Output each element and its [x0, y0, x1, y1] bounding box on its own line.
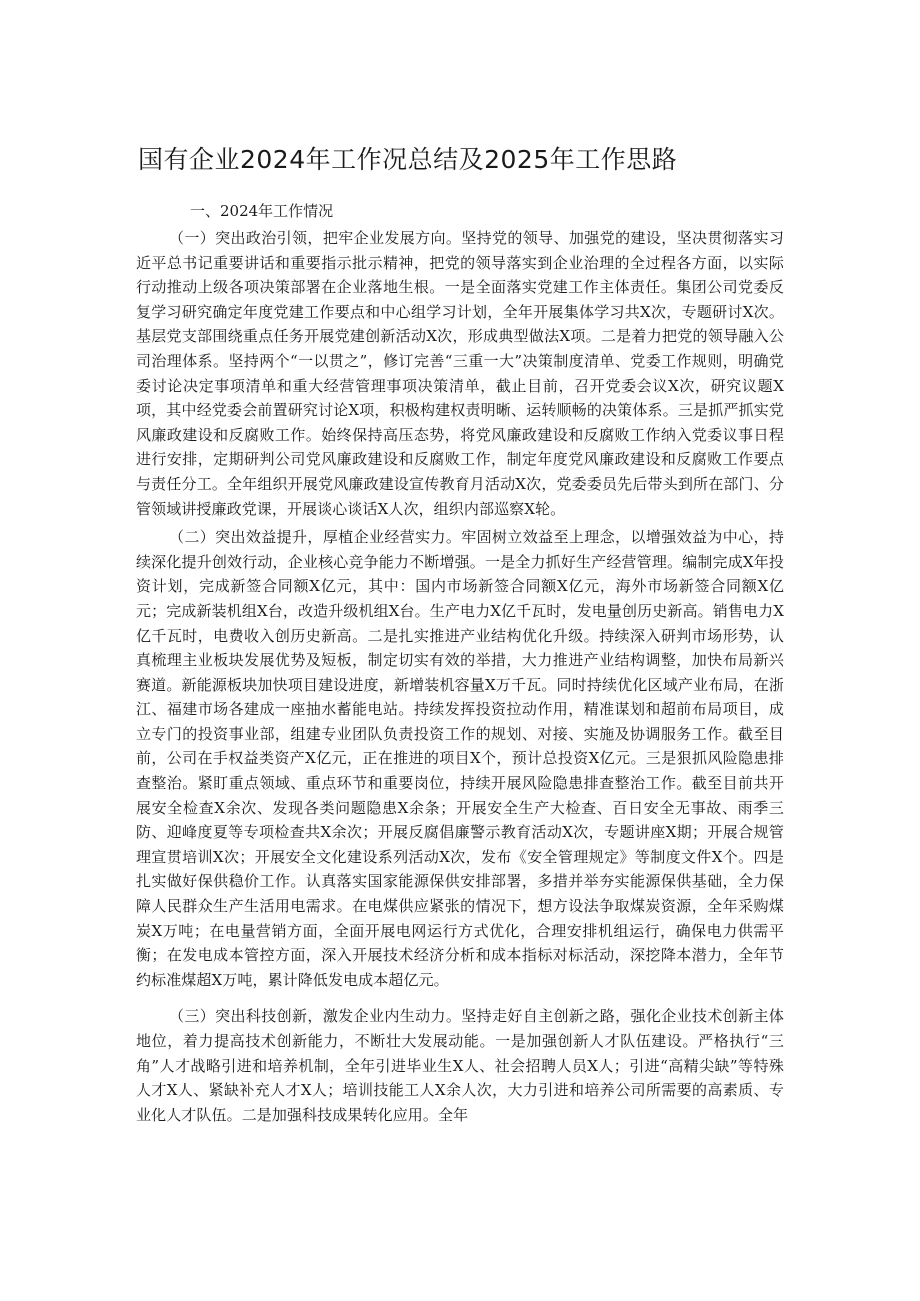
paragraph-innovation: （三）突出科技创新，激发企业内生动力。坚持走好自主创新之路，强化企业技术创新主体地位，着力提高技术创新能力，不断壮大发展动能。一是加强创新人才队伍建设。严格执行“三角”人才战略引进和培养机制，全年引进毕业生X人、社会招聘人员X人；引进“高精尖缺”等特殊人才X人、紧缺补充人才X人；培训技能工人X余人次，大力引进和培养公司所需要的高素质、专业化人才队伍。二是加强科技成果转化应用。全年	[136, 1007, 784, 1124]
document-title: 国有企业2024年工作况总结及2025年工作思路	[138, 145, 678, 174]
paragraph-efficiency: （二）突出效益提升，厚植企业经营实力。牢固树立效益至上理念，以增强效益为中心，持续深化提升创效行动，企业核心竞争能力不断增强。一是全力抓好生产经营管理。编制完成X年投资计划，完成新签合同额X亿元，其中：国内市场新签合同额X亿元，海外市场新签合同额X亿元；完成新装机组X台，改造升级机组X台。生产电力X亿千瓦时，发电量创历史新高。销售电力X亿千瓦时，电费收入创历史新高。二是扎实推进产业结构优化升级。持续深入研判市场形势，认真梳理主业板块发展优势及短板，制定切实有效的举措，大力推进产业结构调整，加快布局新兴赛道。新能源板块加快项目建设进度，新增装机容量X万千瓦。同时持续优化区域产业布局，在浙江、福建市场各建成一座抽水蓄能电站。持续发挥投资拉动作用，精准谋划和超前布局项目，成立专门的投资事业部，组建专业团队负责投资工作的规划、对接、实施及协调服务工作。截至目前，公司在手权益类资产X亿元，正在推进的项目X个，预计总投资X亿元。三是狠抓风险隐患排查整治。紧盯重点领域、重点环节和重要岗位，持续开展风险隐患排查整治工作。截至目前共开展安全检查X余次、发现各类问题隐患X余条；开展安全生产大检查、百日安全无事故、雨季三防、迎峰度夏等专项检查共X余次；开展反腐倡廉警示教育活动X次，专题讲座X期；开展合规管理宣贯培训X次；开展安全文化建设系列活动X次，发布《安全管理规定》等制度文件X个。四是扎实做好保供稳价工作。认真落实国家能源保供安排部署，多措并举夯实能源保供基础，全力保障人民群众生产生活用电需求。在电煤供应紧张的情况下，想方设法争取煤炭资源，全年采购煤炭X万吨；在电量营销方面，全面开展电网运行方式优化，合理安排机组运行，确保电力供需平衡；在发电成本管控方面，深入开展技术经济分析和成本指标对标活动，深挖降本潜力，全年节约标准煤超X万吨，累计降低发电成本超亿元。	[136, 528, 784, 989]
document-body	[136, 226, 784, 1127]
section-heading: 一、2024年工作情况	[190, 202, 334, 220]
paragraph-political-leadership: （一）突出政治引领，把牢企业发展方向。坚持党的领导、加强党的建设，坚决贯彻落实习近平总书记重要讲话和重要指示批示精神，把党的领导落实到企业治理的全过程各方面，以实际行动推动上级各项决策部署在企业落地生根。一是全面落实党建工作主体责任。集团公司党委反复学习研究确定年度党建工作要点和中心组学习计划，全年开展集体学习共X次，专题研讨X次。基层党支部围绕重点任务开展党建创新活动X次，形成典型做法X项。二是着力把党的领导融入公司治理体系。坚持两个“一以贯之”，修订完善“三重一大”决策制度清单、党委工作规则，明确党委讨论决定事项清单和重大经营管理事项决策清单，截止目前，召开党委会议X次，研究议题X项，其中经党委会前置研究讨论X项，积极构建权责明晰、运转顺畅的决策体系。三是抓严抓实党风廉政建设和反腐败工作。始终保持高压态势，将党风廉政建设和反腐败工作纳入党委议事日程进行安排，定期研判公司党风廉政建设和反腐败工作，制定年度党风廉政建设和反腐败工作要点与责任分工。全年组织开展党风廉政建设宣传教育月活动X次，党委委员先后带头到所在部门、分管领域讲授廉政党课，开展谈心谈话X人次，组织内部巡察X轮。	[136, 229, 784, 518]
